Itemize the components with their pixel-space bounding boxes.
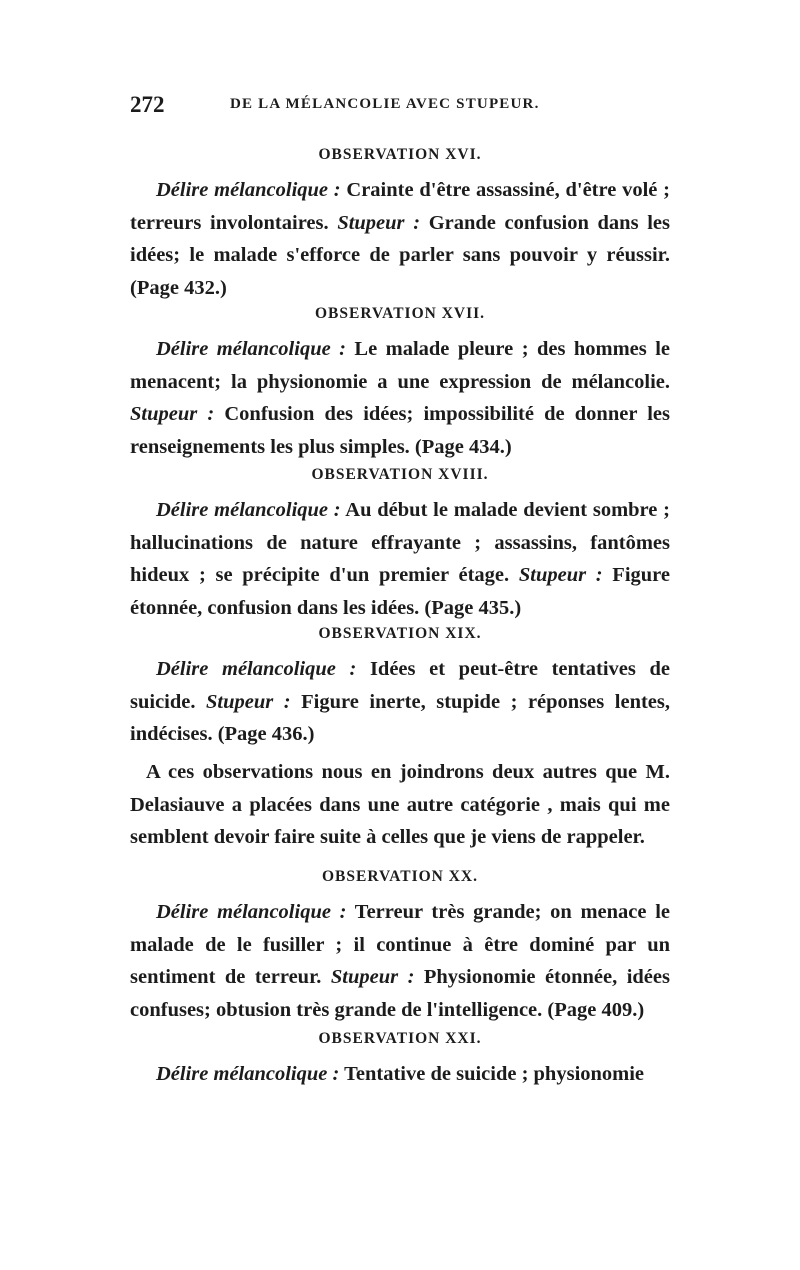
observation-paragraph xyxy=(130,653,670,751)
stupeur-text: Grande confusion dans les idées; le malade s'efforce de parler sans pouvoir y réussir. (Page 432.) xyxy=(130,211,670,299)
stupeur-label: Stupeur : xyxy=(206,690,291,713)
stupeur-label: Stupeur : xyxy=(518,564,603,586)
delire-label: Délire mélancolique : xyxy=(156,179,341,201)
observation-paragraph xyxy=(130,494,670,624)
observation-title: OBSERVATION XVI. xyxy=(318,146,482,163)
delire-text: Crainte d'être assassiné, d'être volé ; terreurs involontaires. xyxy=(130,179,670,234)
observation-title: OBSERVATION XVII. xyxy=(314,305,486,322)
delire-text: Le malade pleure ; des hommes le menacent; la physionomie a une expression de mélancolie. xyxy=(130,338,670,393)
stupeur-text: Figure inerte, stupide ; réponses lentes, indécises. (Page 436.) xyxy=(130,690,670,745)
page-header xyxy=(130,92,670,122)
delire-text: Idées et peut-être tentatives de suicide. xyxy=(130,658,670,713)
stupeur-label: Stupeur : xyxy=(130,403,215,425)
observation-title: OBSERVATION XX. xyxy=(322,868,478,885)
observation-title: OBSERVATION XXI. xyxy=(318,1030,482,1047)
stupeur-label: Stupeur : xyxy=(330,966,415,988)
stupeur-label: Stupeur : xyxy=(337,211,421,234)
stupeur-text: Physionomie étonnée, idées confuses; obtusion très grande de l'intelligence. (Page 409.) xyxy=(130,966,670,1021)
delire-text: Au début le malade devient sombre ; hallucinations de nature effrayante ; assassins, fantômes hideux ; se précipite d'un premier étage. xyxy=(130,499,670,586)
stupeur-text: Confusion des idées; impossibilité de donner les renseignements les plus simples. (Page 434.) xyxy=(130,403,670,458)
delire-label: Délire mélancolique : xyxy=(156,658,357,680)
observation-paragraph xyxy=(130,333,670,463)
stupeur-text: Figure étonnée, confusion dans les idées. (Page 435.) xyxy=(130,564,671,619)
delire-text: Terreur très grande; on menace le malade de le fusiller ; il continue à être dominé par un sentiment de terreur. xyxy=(130,901,670,988)
observation-title: OBSERVATION XVIII. xyxy=(311,466,489,483)
delire-label: Délire mélancolique : xyxy=(156,901,347,923)
delire-label: Délire mélancolique : xyxy=(156,1063,340,1085)
observation-paragraph xyxy=(130,174,670,304)
page-number: 272 xyxy=(130,92,165,117)
observation-title: OBSERVATION XIX. xyxy=(318,625,482,642)
observation-paragraph xyxy=(130,1058,670,1091)
intro-paragraph: A ces observations nous en joindrons deux autres que M. Delasiauve a placées dans une autre catégorie , mais qui me semblent devoir faire suite à celles que je viens de rappeler. xyxy=(130,761,670,848)
delire-label: Délire mélancolique : xyxy=(156,499,341,521)
running-title: DE LA MÉLANCOLIE AVEC STUPEUR. xyxy=(230,96,540,112)
delire-label: Délire mélancolique : xyxy=(156,338,346,360)
observation-paragraph xyxy=(130,896,670,1026)
delire-text: Tentative de suicide ; physionomie xyxy=(339,1063,645,1085)
